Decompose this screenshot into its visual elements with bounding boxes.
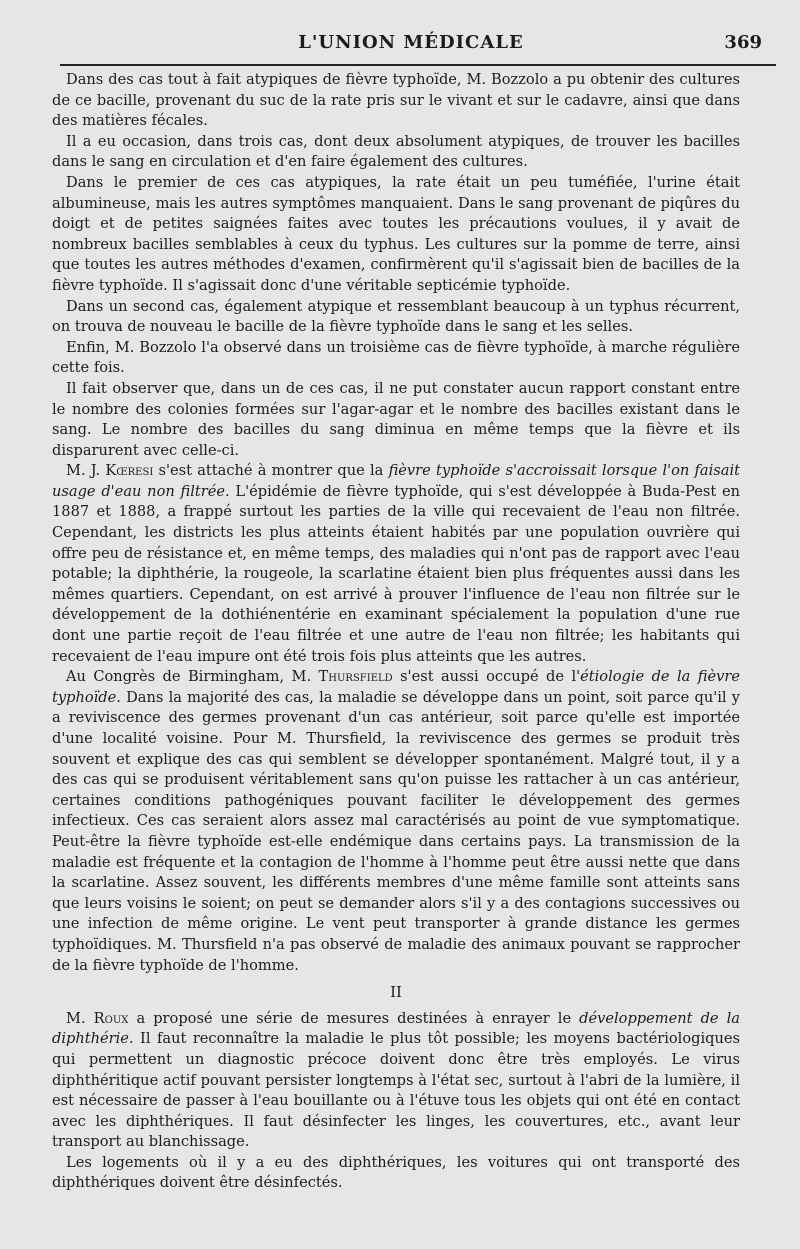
- italic-text: étiologie de la fièvre typhoïde.: [52, 668, 740, 706]
- paragraph: [52, 70, 740, 132]
- text-run: Il a eu occasion, dans trois cas, dont deux absolument atypiques, de trouver les bacilles dans le sang en circulation et d'en faire également des cultures.: [52, 132, 740, 171]
- text-run: Il fait observer que, dans un de ces cas, il ne put constater aucun rapport constant entre le nombre des colonies formées sur l'agar-agar et le nombre des bacilles existant dans le sang. Le nombre des bacilles du sang diminua en même temps que la fièvre et ils disparurent avec celle-ci.: [52, 379, 740, 459]
- text-run: L'épidémie de fièvre typhoïde, qui s'est développée à Buda-Pest en 1887 et 1888, a frappé surtout les parties de la ville qui recevaient de l'eau non filtrée. Cependant, les districts les plus atteints étaient habités par une population ouvrière qui offre peu de résistance et, en même temps, des maladies qui n'ont pas de rapport avec l'eau potable; la diphthérie, la rougeole, la scarlatine étaient bien plus fréquentes aussi dans les mêmes quartiers. Cependant, on est arrivé à prouver l'influence de l'eau non filtrée sur le développement de la dothiénentérie en examinant spécialement la population d'une rue dont une partie reçoit de l'eau filtrée et une autre de l'eau non filtrée; les habitants qui recevaient de l'eau impure ont été trois fois plus atteints que les autres.: [52, 482, 740, 665]
- text-run: Dans un second cas, également atypique et ressemblant beaucoup à un typhus récurrent, on trouva de nouveau le bacille de la fièvre typhoïde dans le sang et les selles.: [52, 297, 740, 336]
- paragraph: [52, 1009, 740, 1153]
- text-run: s'est aussi occupé de l': [392, 668, 581, 686]
- paragraph: [52, 461, 740, 667]
- italic-text: développement de la diphthérie.: [52, 1009, 740, 1048]
- text-run: Les logements où il y a eu des diphthériques, les voitures qui ont transporté des diphthériques doivent être désinfectés.: [52, 1153, 740, 1192]
- paragraph: [52, 1153, 740, 1194]
- text-run: Au Congrès de Birmingham, M.: [66, 668, 319, 686]
- author-name: Thursfield: [318, 668, 393, 686]
- text-run: a proposé une série de mesures destinées à enrayer le: [128, 1009, 580, 1027]
- text-run: Dans la majorité des cas, la maladie se développe dans un point, soit parce qu'il y a reviviscence des germes provenant d'un cas antérieur, soit parce qu'elle est importée d'une localité voisine. Pour M. Thursfield, la reviviscence des germes se produit très souvent et explique des cas qui semblent se développer spontanément. Malgré tout, il y a des cas qui se produisent véritablement sans qu'on puisse les rattacher à un cas antérieur, certaines conditions pathogéniques pouvant faciliter le développement des germes infectieux. Ces cas seraient alors assez mal caractérisés au point de vue symptomatique. Peut-être la fièvre typhoïde est-elle endémique dans certains pays. La transmission de la maladie est fréquente et la contagion de l'homme à l'homme peut être aussi nette que dans la scarlatine. Assez souvent, les différents membres d'une même famille sont atteints sans que leurs voisins le soient; on peut se demander alors s'il y a des contagions successives ou une infection de même origine. Le vent peut transporter à grande distance les germes typhoïdiques. M. Thursfield n'a pas observé de maladie des animaux pouvant se rapprocher de la fièvre typhoïde de l'homme.: [52, 688, 740, 974]
- text-run: s'est attaché à montrer que la: [153, 462, 389, 480]
- text-run: Enfin, M. Bozzolo l'a observé dans un troisième cas de fièvre typhoïde, à marche régulière cette fois.: [52, 338, 740, 377]
- header-rule: [60, 64, 776, 66]
- paragraph: [52, 173, 740, 297]
- journal-title: L'UNION MÉDICALE: [298, 32, 524, 53]
- page-number: 369: [724, 32, 762, 53]
- paragraph: [52, 379, 740, 461]
- text-run: M. J.: [66, 462, 106, 480]
- text-run: Il faut reconnaître la maladie le plus tôt possible; les moyens bactériologiques qui permettent un diagnostic précoce doivent donc être très employés. Le virus diphthéritique actif pouvant persister longtemps à l'état sec, surtout à l'abri de la lumière, il est nécessaire de passer à l'eau bouillante ou à l'étuve tous les objets qui ont été en contact avec les diphthériques. Il faut désinfecter les linges, les couvertures, etc., avant leur transport au blanchissage.: [52, 1030, 740, 1151]
- text-run: Dans des cas tout à fait atypiques de fièvre typhoïde, M. Bozzolo a pu obtenir des cultures de ce bacille, provenant du suc de la rate pris sur le vivant et sur le cadavre, ainsi que dans des matières fécales.: [52, 71, 740, 130]
- paragraph: [52, 667, 740, 976]
- paragraph: [52, 338, 740, 379]
- running-header: [52, 30, 770, 58]
- paragraph: [52, 297, 740, 338]
- article-body: [52, 70, 740, 1194]
- author-name: Roux: [93, 1009, 129, 1027]
- italic-text: fièvre typhoïde s'accroissait lorsque l'on faisait usage d'eau non filtrée.: [52, 462, 740, 500]
- author-name: Kœresi: [105, 462, 154, 480]
- paragraph: [52, 132, 740, 173]
- section-number: II: [390, 983, 402, 1002]
- text-run: Dans le premier de ces cas atypiques, la rate était un peu tuméfiée, l'urine était albumineuse, mais les autres symptômes manquaient. Dans le sang provenant de piqûres du doigt et de petites saignées faites avec toutes les précautions voulues, il y avait de nombreux bacilles semblables à ceux du typhus. Les cultures sur la pomme de terre, ainsi que toutes les autres méthodes d'examen, confirmèrent qu'il s'agissait bien de bacilles de la fièvre typhoïde. Il s'agissait donc d'une véritable septicémie typhoïde.: [52, 173, 740, 294]
- text-run: M.: [66, 1009, 94, 1027]
